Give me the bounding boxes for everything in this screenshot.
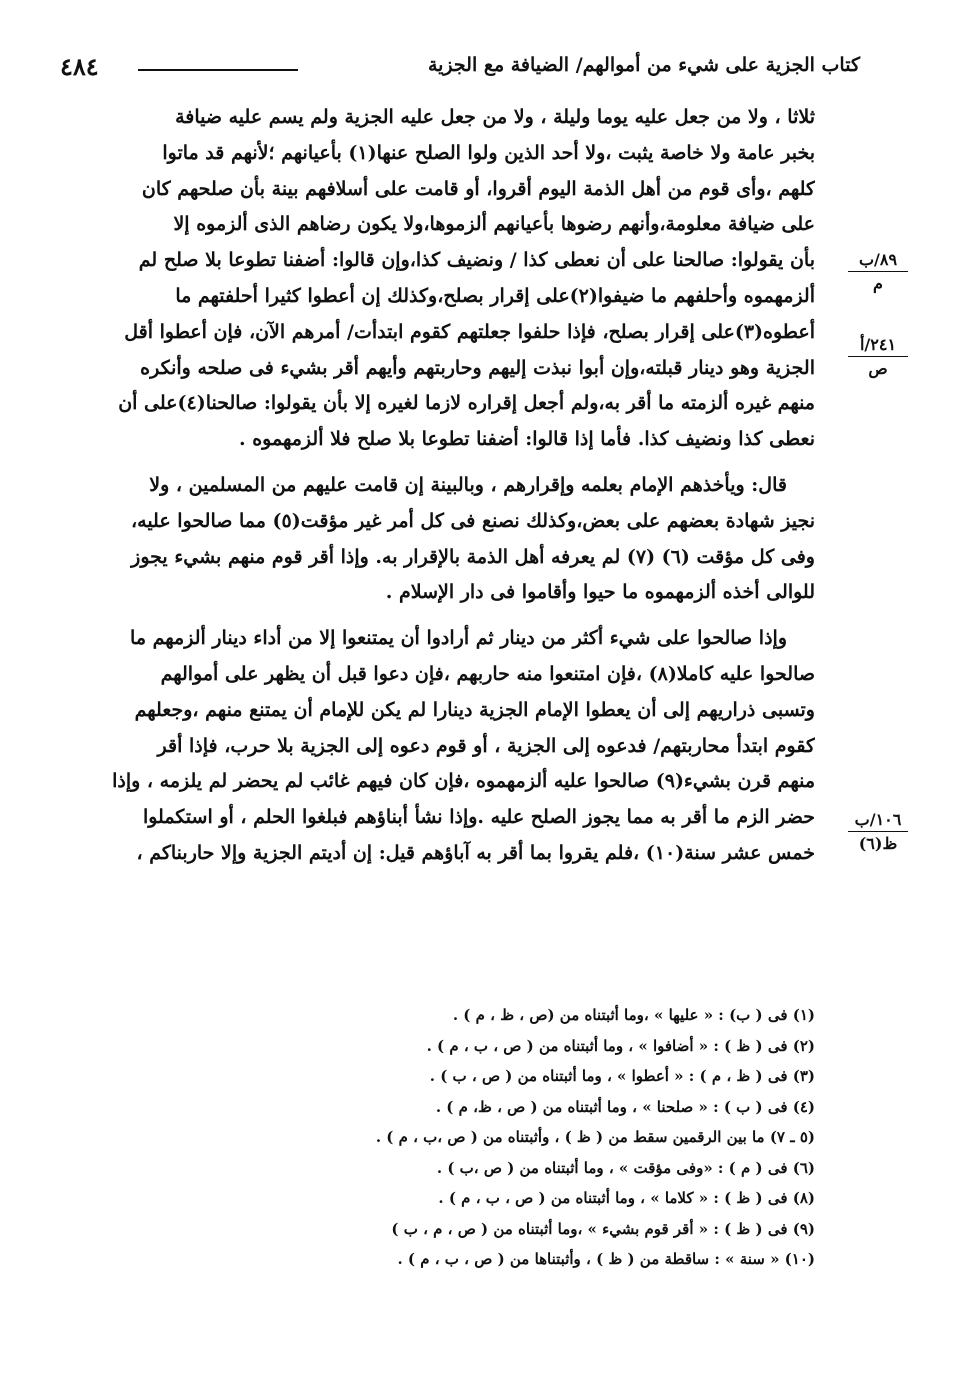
page-header <box>60 52 860 92</box>
margin-note-rule <box>848 831 908 832</box>
text-line: كقوم ابتدأ محاربتهم/ فدعوه إلى الجزية ، أو قوم دعوه إلى الجزية بلا حرب، فإذا أقر <box>157 734 815 757</box>
margin-notes <box>832 250 924 890</box>
text-line: منهم قرن بشيء(٩) صالحوا عليه ألزمهموه ،فإن كان فيهم غائب لم يحضر لم يلزمه ، وإذا <box>112 770 815 793</box>
text-line: منهم غيره ألزمته ما أقر به،ولم أجعل إقراره لازما لغيره إلا بأن يقولوا: صالحنا(٤)على أن <box>118 392 815 415</box>
text-line: وفى كل مؤقت (٦) (٧) لم يعرفه أهل الذمة بالإقرار به. وإذا أقر قوم منهم بشيء يجوز <box>131 545 815 568</box>
margin-note <box>832 335 924 378</box>
footnote: (٥ ـ ٧) ما بين الرقمين سقط من ( ظ ) ، وأثبتناه من ( ص ،ب ، م ) . <box>375 1128 815 1146</box>
footnote: (١٠) « سنة » : ساقطة من ( ظ ) ، وأثبتناها من ( ص ، ب ، م ) . <box>397 1250 815 1268</box>
text-line: نجيز شهادة بعضهم على بعض،وكذلك نصنع فى كل أمر غير مؤقت(٥) مما صالحوا عليه، <box>131 509 815 532</box>
margin-note <box>832 250 924 293</box>
header-rule <box>138 69 298 71</box>
text-line: الجزية وهو دينار قبلته،وإن أبوا نبذت إليهم وحاربتهم وأيهم أقر بشيء فى صلحه وأنكره <box>140 356 815 379</box>
qala-lead: قال: <box>751 473 787 496</box>
main-text <box>60 100 815 872</box>
paragraph-gap <box>60 458 815 468</box>
margin-note-top: ٨٩/ب <box>858 250 898 269</box>
text-line: وتسبى ذراريهم إلى أن يعطوا الإمام الجزية دينارا لم يكن للإمام أن يمتنع منهم ،وجعلهم <box>134 698 815 721</box>
footnote: (١) فى ( ب) : « عليها » ،وما أثبتناه من (ص ، ظ ، م ) . <box>452 1006 815 1024</box>
margin-note-bottom: ص <box>868 359 888 378</box>
text-line: ثلاثا ، ولا من جعل عليه يوما وليلة ، ولا من جعل عليه الجزية ولم يسم عليه ضيافة <box>175 106 815 128</box>
text-line: ألزمهموه وأحلفهم ما ضيفوا(٢)على إقرار بصلح،وكذلك إن أعطوا كثيرا أحلفتهم ما <box>175 284 815 307</box>
text-line: أعطوه(٣)على إقرار بصلح، فإذا حلفوا جعلتهم كقوم ابتدأت/ أمرهم الآن، فإن أعطوا أقل <box>124 320 815 343</box>
margin-note-bottom: ظ(٦) <box>858 834 898 853</box>
footnote: (٣) فى ( ظ ، م ) : « أعطوا » ، وما أثبتناه من ( ص ، ب ) . <box>429 1067 815 1085</box>
footnote: (٢) فى ( ظ ) : « أضافوا » ، وما أثبتناه من ( ص ، ب ، م ) . <box>426 1036 815 1055</box>
text-line: كلهم ،وأى قوم من أهل الذمة اليوم أقروا، أو قامت على أسلافهم بينة بأن صلحهم كان <box>141 177 815 200</box>
text-line: بأن يقولوا: صالحنا على أن نعطى كذا / ونضيف كذا،وإن قالوا: أضفنا تطوعا بلا صلح لم <box>138 249 815 272</box>
text-line-rest: ويأخذهم الإمام بعلمه وإقرارهم ، وبالبينة إن قامت عليهم من المسلمين ، ولا <box>149 473 752 496</box>
footnote: (٩) فى ( ظ ) : « أقر قوم بشيء » ،وما أثبتناه من ( ص ، م ، ب ) <box>391 1219 815 1238</box>
footnote: (٦) فى ( م ) : «وفى مؤقت » ، وما أثبتناه من ( ص ،ب ) . <box>436 1158 815 1177</box>
margin-note-top: ٢٤١/أ <box>859 335 897 354</box>
text-line: على ضيافة معلومة،وأنهم رضوها بأعيانهم ألزموها،ولا يكون رضاهم الذى ألزموه إلا <box>173 213 815 236</box>
margin-note-rule <box>848 271 908 272</box>
margin-note-rule <box>848 356 908 357</box>
paragraph-gap <box>60 611 815 621</box>
text-line <box>60 468 815 504</box>
text-line: خمس عشر سنة(١٠) ،فلم يقروا بما أقر به آباؤهم قيل: إن أديتم الجزية وإلا حاربناكم ، <box>136 841 815 864</box>
margin-note-top: ١٠٦/ب <box>854 810 902 829</box>
margin-note <box>832 810 924 853</box>
footnotes <box>320 1000 815 1275</box>
text-line: صالحوا عليه كاملا(٨) ،فإن امتنعوا منه حاربهم ،فإن دعوا قبل أن يظهر على أموالهم <box>160 662 815 685</box>
text-line: بخبر عامة ولا خاصة يثبت ،ولا أحد الذين ولوا الصلح عنها(١) بأعيانهم ؛لأنهم قد ماتوا <box>162 141 815 164</box>
page-number: ٤٨٤ <box>60 52 99 81</box>
footnote: (٤) فى ( ب ) : « صلحنا » ، وما أثبتناه من ( ص ، ظ، م ) . <box>435 1097 815 1116</box>
text-line: نعطى كذا ونضيف كذا. فأما إذا قالوا: أضفنا تطوعا بلا صلح فلا ألزمهموه . <box>239 428 815 451</box>
footnote: (٨) فى ( ظ ) : « كلاما » ، وما أثبتناه من ( ص ، ب ، م ) . <box>438 1189 815 1207</box>
running-title: كتاب الجزية على شيء من أموالهم/ الضيافة مع الجزية <box>427 54 860 76</box>
text-line: وإذا صالحوا على شيء أكثر من دينار ثم أرادوا أن يمتنعوا إلا من أداء دينار ألزمهم ما <box>130 627 787 650</box>
text-line: حضر الزم ما أقر به مما يجوز الصلح عليه .وإذا نشأ أبناؤهم فبلغوا الحلم ، أو استكملوا <box>142 806 815 829</box>
text-line: للوالى أخذه ألزمهموه ما حيوا وأقاموا فى دار الإسلام . <box>385 581 815 604</box>
margin-note-bottom: م <box>873 274 883 293</box>
